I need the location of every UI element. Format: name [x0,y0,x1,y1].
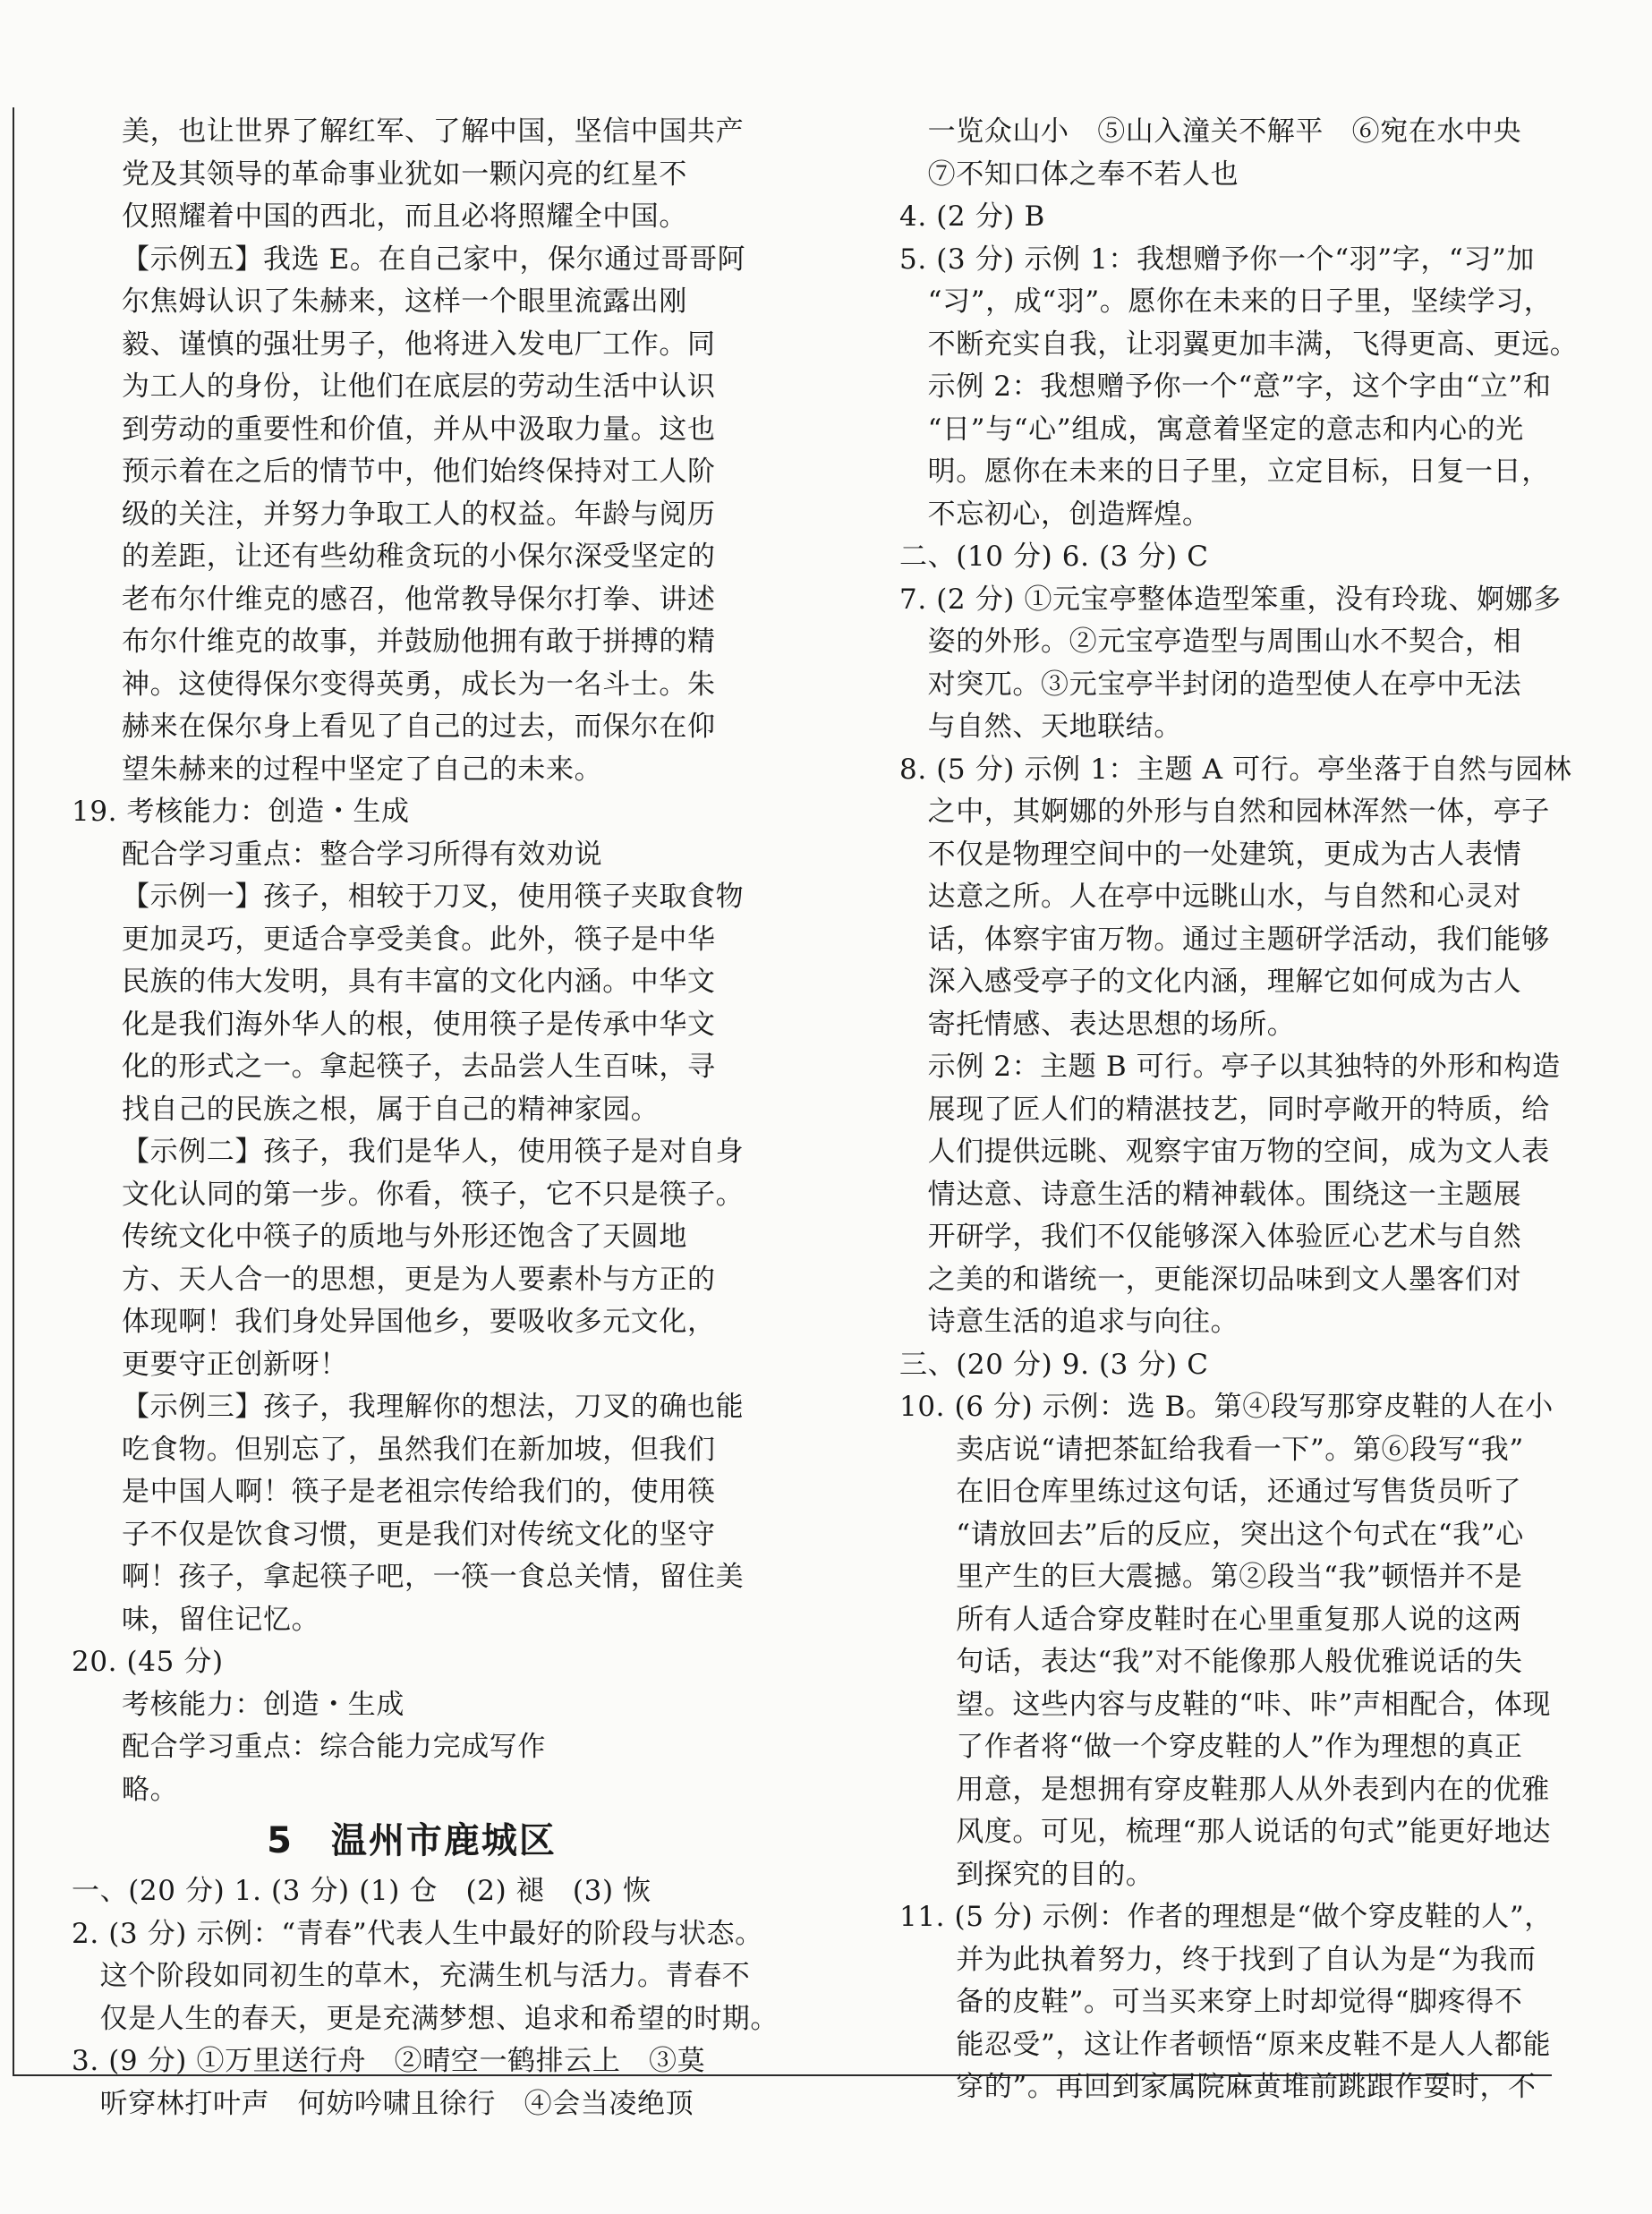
text-line: 【示例五】我选 E。在自己家中，保尔通过哥哥阿 [122,243,746,276]
text-line: 方、天人合一的思想，更是为人要素朴与方正的 [122,1263,716,1296]
text-line: 明。愿你在未来的日子里，立定目标，日复一日， [899,456,1550,488]
text-line: 望朱赫来的过程中坚定了自己的未来。 [122,753,603,786]
text-line: 啊！孩子，拿起筷子吧，一筷一食总关情，留住美 [122,1561,745,1593]
text-line: 文化认同的第一步。你看，筷子，它不只是筷子。 [122,1178,745,1211]
text-line: 之美的和谐统一，更能深切品味到文人墨客们对 [899,1263,1522,1296]
text-line: 3. (9 分) ①万里送行舟 ②晴空一鹤排云上 ③莫 [72,2045,706,2077]
text-line: 的差距，让还有些幼稚贪玩的小保尔深受坚定的 [122,541,716,573]
text-line: 化是我们海外华人的根，使用筷子是传承中华文 [122,1008,716,1041]
text-line: 深入感受亭子的文化内涵，理解它如何成为古人 [899,966,1522,998]
text-line: 风度。可见，梳理“那人说话的句式”能更好地达 [899,1816,1552,1848]
text-line: 更加灵巧，更适合享受美食。此外，筷子是中华 [122,923,716,956]
text-line: 用意，是想拥有穿皮鞋那人从外表到内在的优雅 [899,1773,1550,1806]
text-line: 人们提供远眺、观察宇宙万物的空间，成为文人表 [899,1136,1550,1168]
text-line: 仅是人生的春天，更是充满梦想、追求和希望的时期。 [72,2002,779,2035]
text-line: 诗意生活的追求与向往。 [899,1306,1239,1338]
text-line: 听穿林打叶声 何妨吟啸且徐行 ④会当凌绝顶 [72,2087,694,2120]
section-title: 5 温州市鹿城区 [267,1820,557,1861]
text-line: 姿的外形。②元宝亭造型与周围山水不契合，相 [899,626,1522,658]
text-line: 传统文化中筷子的质地与外形还饱含了天圆地 [122,1221,687,1253]
text-line: 【示例二】孩子，我们是华人，使用筷子是对自身 [122,1136,745,1168]
right-column [899,111,1580,2109]
text-line: 备的皮鞋”。可当买来穿上时却觉得“脚疼得不 [899,1986,1523,2018]
text-line: 二、(10 分) 6. (3 分) C [899,541,1209,573]
text-line: 所有人适合穿皮鞋时在心里重复那人说的这两 [899,1603,1522,1636]
section-5-answers [72,1870,779,2125]
text-line: 是中国人啊！筷子是老祖宗传给我们的，使用筷 [122,1476,716,1508]
text-line: 对突兀。③元宝亭半封闭的造型使人在亭中无法 [899,668,1522,701]
text-line: 更要守正创新呀！ [122,1348,348,1381]
text-line: 赫来在保尔身上看见了自己的过去，而保尔在仰 [122,711,716,743]
text-line: 考核能力：创造・生成 [122,1688,404,1721]
text-line: 味，留住记忆。 [122,1603,320,1636]
left-margin-rule [13,107,14,2076]
text-line: 8. (5 分) 示例 1：主题 A 可行。亭坐落于自然与园林 [899,753,1572,786]
text-line: 一、(20 分) 1. (3 分) (1) 仓 (2) 褪 (3) 恢 [72,1875,651,1907]
text-line: 仅照耀着中国的西北，而且必将照耀全中国。 [122,200,687,233]
text-line: ⑦不知口体之奉不若人也 [899,158,1239,191]
text-line: 不忘初心，创造辉煌。 [899,498,1211,531]
text-line: 到探究的目的。 [899,1858,1154,1891]
text-line: 里产生的巨大震撼。第②段当“我”顿悟并不是 [899,1561,1523,1593]
example-five-block [72,111,752,791]
text-line: 略。 [122,1773,179,1806]
text-line: 4. (2 分) B [899,200,1045,233]
text-line: 这个阶段如同初生的草木，充满生机与活力。青春不 [72,1960,751,1992]
question-heading: 19. 考核能力：创造・生成 [72,796,410,828]
question-heading: 20. (45 分) [72,1646,224,1678]
text-line: 老布尔什维克的感召，他常教导保尔打拳、讲述 [122,583,716,616]
text-line: 寄托情感、表达思想的场所。 [899,1008,1296,1041]
text-line: 【示例三】孩子，我理解你的想法，刀叉的确也能 [122,1391,745,1423]
text-line: 找自己的民族之根，属于自己的精神家园。 [122,1093,660,1126]
text-line: 示例 2：我想赠予你一个“意”字，这个字由“立”和 [899,370,1552,403]
text-line: 了作者将“做一个穿皮鞋的人”作为理想的真正 [899,1731,1523,1763]
text-line: 三、(20 分) 9. (3 分) C [899,1348,1209,1381]
text-line: 民族的伟大发明，具有丰富的文化内涵。中华文 [122,966,716,998]
text-line: “习”，成“羽”。愿你在未来的日子里，坚续学习， [899,285,1553,318]
text-line: 展现了匠人们的精湛技艺，同时亭敞开的特质，给 [899,1093,1550,1126]
text-line: 体现啊！我们身处异国他乡，要吸收多元文化， [122,1306,716,1338]
text-line: 在旧仓库里练过这句话，还通过写售货员听了 [899,1476,1522,1508]
text-line: 10. (6 分) 示例：选 B。第④段写那穿皮鞋的人在小 [899,1391,1554,1423]
text-line: 预示着在之后的情节中，他们始终保持对工人阶 [122,456,716,488]
text-line: 望。这些内容与皮鞋的“咔、咔”声相配合，体现 [899,1688,1552,1721]
text-line: 【示例一】孩子，相较于刀叉，使用筷子夹取食物 [122,881,745,913]
text-line: 2. (3 分) 示例：“青春”代表人生中最好的阶段与状态。 [72,1917,763,1950]
text-line: 配合学习重点：综合能力完成写作 [122,1731,546,1763]
text-line: 话，体察宇宙万物。通过主题研学活动，我们能够 [899,923,1550,956]
text-line: 卖店说“请把茶缸给我看一下”。第⑥段写“我” [899,1433,1524,1466]
text-line: 不仅是物理空间中的一处建筑，更成为古人表情 [899,838,1522,871]
text-line: 配合学习重点：整合学习所得有效劝说 [122,838,603,871]
text-line: 为工人的身份，让他们在底层的劳动生活中认识 [122,370,716,403]
text-line: 不断充实自我，让羽翼更加丰满，飞得更高、更远。 [899,328,1579,361]
text-line: 达意之所。人在亭中远眺山水，与自然和心灵对 [899,881,1522,913]
text-line: 吃食物。但别忘了，虽然我们在新加坡，但我们 [122,1433,716,1466]
text-line: 之中，其婀娜的外形与自然和园林浑然一体，亭子 [899,796,1550,828]
text-line: 一览众山小 ⑤山入潼关不解平 ⑥宛在水中央 [899,115,1522,148]
text-line: 化的形式之一。拿起筷子，去品尝人生百味，寻 [122,1051,716,1083]
text-line: 毅、谨慎的强壮男子，他将进入发电厂工作。同 [122,328,716,361]
text-line: 5. (3 分) 示例 1：我想赠予你一个“羽”字，“习”加 [899,243,1536,276]
text-line: 子不仅是饮食习惯，更是我们对传统文化的坚守 [122,1518,716,1551]
question-19 [72,791,752,1641]
text-line: 句话，表达“我”对不能像那人般优雅说话的失 [899,1646,1523,1678]
text-line: 党及其领导的革命事业犹如一颗闪亮的红星不 [122,158,687,191]
text-line: 11. (5 分) 示例：作者的理想是“做个穿皮鞋的人”， [899,1901,1553,1933]
text-line: 级的关注，并努力争取工人的权益。年龄与阅历 [122,498,716,531]
text-line: 7. (2 分) ①元宝亭整体造型笨重，没有玲珑、婀娜多 [899,583,1562,616]
text-line: 并为此执着努力，终于找到了自认为是“为我而 [899,1943,1537,1976]
text-line: 穿的”。再回到家属院麻黄堆前跳跟作耍时，不 [899,2071,1537,2103]
text-line: 美，也让世界了解红军、了解中国，坚信中国共产 [122,115,745,148]
text-line: 情达意、诗意生活的精神载体。围绕这一主题展 [899,1178,1522,1211]
text-line: 神。这使得保尔变得英勇，成长为一名斗士。朱 [122,668,716,701]
text-line: 开研学，我们不仅能够深入体验匠心艺术与自然 [899,1221,1522,1253]
text-line: “日”与“心”组成，寓意着坚定的意志和内心的光 [899,413,1524,446]
text-line: 布尔什维克的故事，并鼓励他拥有敢于拼搏的精 [122,626,716,658]
text-line: 到劳动的重要性和价值，并从中汲取力量。这也 [122,413,716,446]
text-line: 与自然、天地联结。 [899,711,1182,743]
text-line: “请放回去”后的反应，突出这个句式在“我”心 [899,1518,1524,1551]
left-column [72,111,779,2125]
text-line: 示例 2：主题 B 可行。亭子以其独特的外形和构造 [899,1051,1561,1083]
text-line: 能忍受”，这让作者顿悟“原来皮鞋不是人人都能 [899,2028,1552,2061]
question-20 [72,1641,752,1811]
text-line: 尔焦姆认识了朱赫来，这样一个眼里流露出刚 [122,285,687,318]
